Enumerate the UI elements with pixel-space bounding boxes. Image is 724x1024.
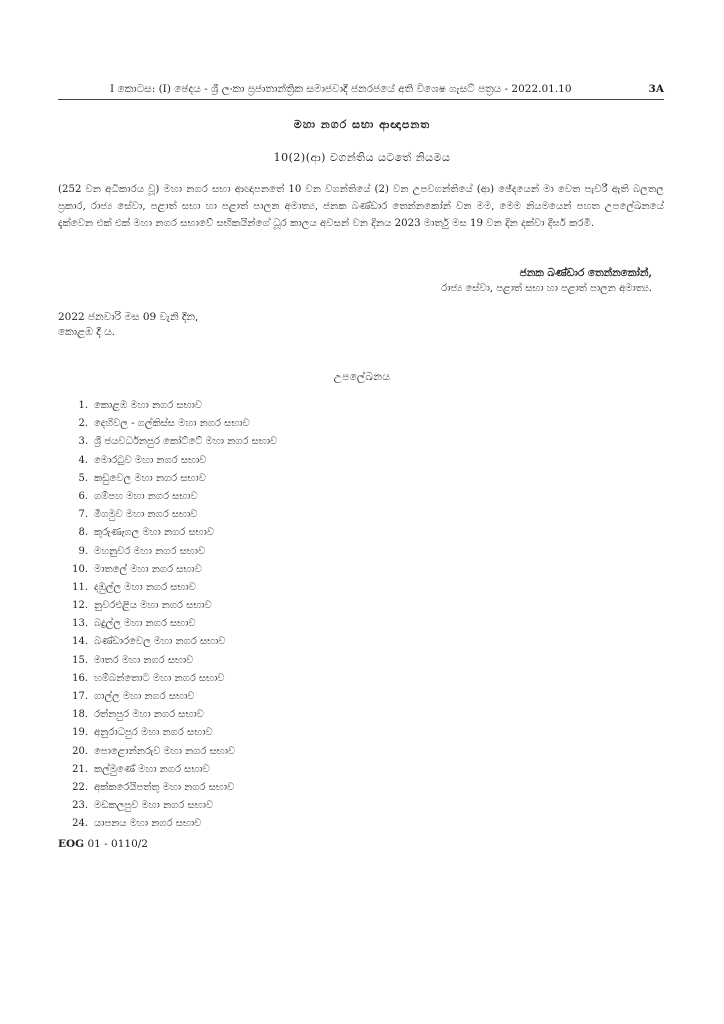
item-number: 24. xyxy=(72,818,88,830)
place-line: කොළඹ දී ය. xyxy=(58,326,116,338)
item-name: මහනුවර මහා නගර සභාව xyxy=(94,545,206,557)
item-number: 17. xyxy=(72,691,88,702)
item-name: මාතලේ මහා නගර සභාව xyxy=(94,563,202,575)
list-item xyxy=(58,597,458,615)
item-name: මොරටුව මහා නගර සභාව xyxy=(94,454,207,466)
item-name: කුරුණෑගල මහා නගර සභාව xyxy=(94,527,215,539)
item-name: දඹුල්ල මහා නගර සභාව xyxy=(94,581,196,593)
item-number: 11. xyxy=(72,581,88,593)
item-name: කඩුවෙල මහා නගර සභාව xyxy=(94,472,206,484)
signatory-name: ජනක බණ්ඩාර තෙන්නකෝන්, xyxy=(519,267,652,279)
item-name: ගාල්ල මහා නගර සභාව xyxy=(94,691,195,702)
item-name: අනුරාධපුර මහා නගර සභාව xyxy=(94,727,213,739)
list-item xyxy=(58,706,458,724)
list-item xyxy=(58,488,458,506)
item-number: 10. xyxy=(72,563,88,575)
list-item xyxy=(58,743,458,761)
schedule-title: උපලේඛනය xyxy=(333,371,391,383)
item-name: කල්මුණේ මහා නගර සභාව xyxy=(94,763,210,775)
item-number: 5. xyxy=(78,472,88,484)
signatory-title: රාජ්‍ය සේවා, පළාත් සභා හා පළාත් පාලන අමාත්‍ය. xyxy=(441,283,652,294)
list-item xyxy=(58,579,458,597)
item-name: නුවරඑළිය මහා නගර සභාව xyxy=(94,600,212,612)
item-number: 12. xyxy=(72,600,88,612)
list-item xyxy=(58,724,458,742)
list-item xyxy=(58,815,458,833)
list-item xyxy=(58,797,458,815)
footer-eog: EOG xyxy=(58,838,85,850)
item-number: 8. xyxy=(78,527,88,539)
item-number: 2. xyxy=(78,418,88,430)
item-name: රත්නපුර මහා නගර සභාව xyxy=(94,709,204,721)
item-name: මඩකලපුව මහා නගර සභාව xyxy=(94,800,214,812)
item-name: මාතර මහා නගර සභාව xyxy=(94,654,194,666)
list-item xyxy=(58,652,458,670)
list-item xyxy=(58,470,458,488)
item-number: 6. xyxy=(78,490,88,502)
item-number: 23. xyxy=(72,800,88,812)
list-item xyxy=(58,543,458,561)
order-body: (252 වන අධිකාරය වූ) මහා නගර සභා ආඥාපනතේ 10 වන වගන්තියේ (2) වන උපවගන්තියේ (ආ) ඡේදයෙන් මා වෙත පැවරී ඇති බලතල ප්‍රකාර, රාජ්‍ය සේවා, පළාත් සභා හා පළාත් පාලන අමාත්‍ය, ජනක බණ්ඩාර තෙන්නකෝන් වන මම, මෙම නියමයෙන් පහත උපලේඛනයේ දැක්වෙන එක් එක් මහා නගර සභාවේ සභිකයින්ගේ ධූර කාලය අවසන් වන දිනය 2023 මාර්තු මස 19 වන දින දක්වා දීර්ඝ කරමි. xyxy=(58,184,664,229)
item-number: 22. xyxy=(72,781,88,793)
header-rule xyxy=(58,99,664,100)
item-number: 14. xyxy=(72,636,88,648)
list-item xyxy=(58,688,458,706)
list-item xyxy=(58,506,458,524)
ordinance-title: මහා නගර සභා ආඥාපනත xyxy=(293,118,431,131)
item-number: 18. xyxy=(72,709,88,721)
list-item xyxy=(58,615,458,633)
list-item xyxy=(58,415,458,433)
section-subtitle: 10(2)(ආ) වගන්තිය යටතේ නියමය xyxy=(273,151,451,164)
list-item xyxy=(58,433,458,451)
item-number: 1. xyxy=(78,400,88,411)
item-number: 19. xyxy=(72,727,88,739)
item-name: පොළොන්නරුව මහා නගර සභාව xyxy=(94,745,236,757)
item-name: ගම්පහ මහා නගර සභාව xyxy=(94,490,198,502)
footer-code xyxy=(58,838,148,850)
item-number: 4. xyxy=(78,454,88,466)
item-name: බදුල්ල මහා නගර සභාව xyxy=(94,618,196,630)
item-name: යාපනය මහා නගර සභාව xyxy=(94,818,202,830)
item-name: මීගමුව මහා නගර සභාව xyxy=(94,509,198,521)
item-name: දෙහිවල - ගල්කිස්ස මහා නගර සභාව xyxy=(94,418,250,430)
list-item xyxy=(58,561,458,579)
item-name: අක්කරෙයිපත්තු මහා නගර සභාව xyxy=(94,781,235,793)
date-line: 2022 ජනවාරි මස 09 වැනි දින, xyxy=(58,311,199,323)
header-text: I කොටස: (I) ඡෙදය - ශ්‍රී ලංකා ප්‍රජාතාන්ත්‍රික සමාජවාදී ජනරජයේ අති විශෙෂ ගැසට් පත්‍රය - 2022.01.10 xyxy=(110,83,572,95)
item-number: 16. xyxy=(72,672,88,684)
list-item xyxy=(58,633,458,651)
item-name: බණ්ඩාරවෙල මහා නගර සභාව xyxy=(94,636,226,648)
list-item xyxy=(58,524,458,542)
list-item xyxy=(58,761,458,779)
list-item xyxy=(58,779,458,797)
item-number: 7. xyxy=(78,509,88,521)
item-number: 20. xyxy=(72,745,88,757)
page-label: 3A xyxy=(648,83,664,95)
list-item xyxy=(58,452,458,470)
item-name: ශ්‍රී ජයවර්ධනපුර කෝට්ටේ මහා නගර සභාව xyxy=(94,436,278,448)
item-name: හම්බන්තොට මහා නගර සභාව xyxy=(94,672,225,684)
item-number: 3. xyxy=(78,436,88,448)
list-item xyxy=(58,397,458,415)
list-item xyxy=(58,670,458,688)
item-name: කොළඹ මහා නගර සභාව xyxy=(94,400,202,411)
item-number: 9. xyxy=(78,545,88,557)
schedule-list xyxy=(58,397,458,834)
item-number: 15. xyxy=(72,654,88,666)
footer-number: 01 - 0110/2 xyxy=(87,838,148,850)
item-number: 21. xyxy=(72,763,88,775)
item-number: 13. xyxy=(72,618,88,630)
